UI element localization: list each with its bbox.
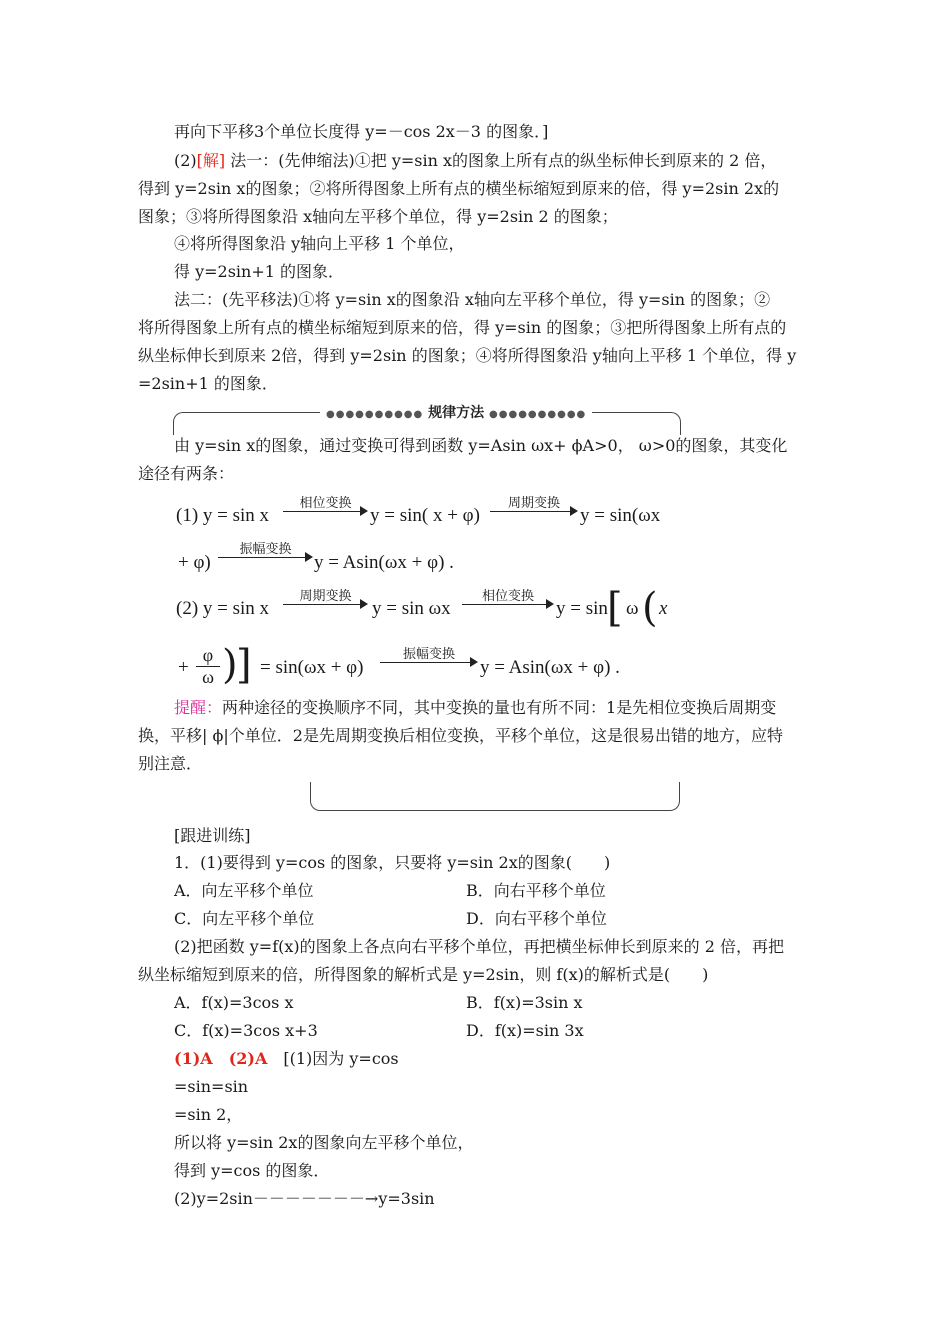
text-line: 法二：(先平移法)①将 y=sin x的图象沿 x轴向左平移个单位，得 y=sin 的图象；② bbox=[174, 290, 771, 309]
left-bracket: [ bbox=[607, 585, 623, 631]
text-line: 得到 y=2sin x的图象；②将所得图象上所有点的横坐标缩短到原来的倍，得 y=2sin 2x的 bbox=[138, 179, 780, 198]
formula-term: + φ) bbox=[178, 552, 211, 573]
formula-term: y = sin ωx bbox=[372, 598, 451, 619]
method-box-title: ●●●●●●●●●● 规律方法 ●●●●●●●●●● bbox=[320, 402, 592, 422]
method-box-bottom-border bbox=[310, 782, 680, 811]
text-line: =sin 2， bbox=[174, 1105, 243, 1124]
option-a: A．f(x)=3cos x bbox=[174, 993, 294, 1012]
right-paren: ) bbox=[222, 642, 238, 688]
formula-term: y = Asin(ωx + φ) . bbox=[480, 657, 620, 678]
text-line: ④将所得图象沿 y轴向上平移 1 个单位， bbox=[174, 234, 465, 253]
text-line: 图象；③将所得图象沿 x轴向左平移个单位，得 y=2sin 2 的图象； bbox=[138, 207, 618, 226]
text-line: 得到 y=cos 的图象． bbox=[174, 1161, 330, 1180]
arrow-head-icon bbox=[546, 599, 554, 609]
text-line: 换，平移| ϕ|个单位．2是先周期变换后相位变换，平移个单位，这是很易出错的地方，应特 bbox=[138, 726, 783, 745]
right-bracket: ] bbox=[236, 642, 252, 688]
formula-term: (2) y = sin x bbox=[176, 598, 270, 619]
formula-term: y = sin(ωx bbox=[580, 505, 661, 526]
part-label: (2) bbox=[174, 151, 197, 170]
arrow-head-icon bbox=[305, 552, 313, 562]
option-d: D．向右平移个单位 bbox=[466, 909, 607, 928]
fraction: $\frac{\varphi}{\omega}$ bbox=[196, 645, 220, 688]
text-line: 别注意． bbox=[138, 754, 203, 773]
question-line: 纵坐标缩短到原来的倍，所得图象的解析式是 y=2sin，则 f(x)的解析式是( ) bbox=[138, 965, 709, 984]
formula-term: + bbox=[178, 657, 189, 678]
option-c: C．f(x)=3cos x+3 bbox=[174, 1021, 318, 1040]
text-line: 途径有两条： bbox=[138, 464, 235, 483]
question-line: 1．(1)要得到 y=cos 的图象，只要将 y=sin 2x的图象( ) bbox=[174, 853, 611, 872]
transform-arrow: 周期变换 bbox=[490, 492, 578, 522]
option-c: C．向左平移个单位 bbox=[174, 909, 315, 928]
arrow-head-icon bbox=[470, 657, 478, 667]
transform-arrow: 相位变换 bbox=[462, 585, 554, 615]
answer-key: (1)A (2)A bbox=[174, 1049, 268, 1068]
text-line bbox=[174, 151, 776, 173]
text-line: =sin=sin bbox=[174, 1077, 249, 1096]
tip-label: 提醒： bbox=[174, 698, 223, 717]
formula-term: y = sin( x + φ) bbox=[370, 505, 480, 526]
text-line: (2)y=2sin－－－－－－－→y=3sin bbox=[174, 1189, 435, 1208]
arrow-head-icon bbox=[360, 506, 368, 516]
transform-arrow: 相位变换 bbox=[283, 492, 368, 522]
text-span: 法一：(先伸缩法)①把 y=sin x的图象上所有点的纵坐标伸长到原来的 2 倍， bbox=[225, 151, 777, 170]
answer-line: (1)A (2)A [(1)因为 y=cos bbox=[174, 1049, 399, 1068]
text-line: 再向下平移3个单位长度得 y=－cos 2x－3 的图象．] bbox=[174, 122, 549, 141]
solution-tag: [解] bbox=[196, 151, 226, 170]
formula-term: y = sin bbox=[556, 598, 608, 619]
text-line: 所以将 y=sin 2x的图象向左平移个单位， bbox=[174, 1133, 474, 1152]
formula-term: ω bbox=[626, 598, 639, 619]
transform-arrow: 周期变换 bbox=[283, 585, 368, 615]
option-b: B．向右平移个单位 bbox=[466, 881, 606, 900]
formula-term: y = Asin(ωx + φ) . bbox=[314, 552, 454, 573]
formula-term: = sin(ωx + φ) bbox=[260, 657, 364, 678]
text-line: 得 y=2sin+1 的图象． bbox=[174, 262, 345, 281]
text-line: 将所得图象上所有点的横坐标缩短到原来的倍，得 y=sin 的图象；③把所得图象上所有点的 bbox=[138, 318, 787, 337]
option-a: A．向左平移个单位 bbox=[174, 881, 314, 900]
section-header: [跟进训练] bbox=[174, 826, 251, 845]
left-paren: ( bbox=[642, 585, 658, 631]
option-d: D．f(x)=sin 3x bbox=[466, 1021, 584, 1040]
decorative-dots-icon: ●●●●●●●●●● bbox=[326, 409, 424, 420]
tip-line: 提醒：两种途径的变换顺序不同，其中变换的量也有所不同：1是先相位变换后周期变 bbox=[174, 698, 777, 717]
text-line: 由 y=sin x的图象，通过变换可得到函数 y=Asin ωx+ ϕA>0， ω>0的图象，其变化 bbox=[174, 436, 788, 455]
formula-term: x bbox=[659, 598, 668, 619]
text-line: 纵坐标伸长到原来 2倍，得到 y=2sin 的图象；④将所得图象沿 y轴向上平移 1 个单位，得 y bbox=[138, 346, 797, 365]
text-line: =2sin+1 的图象． bbox=[138, 374, 278, 393]
arrow-head-icon bbox=[570, 506, 578, 516]
decorative-dots-icon: ●●●●●●●●●● bbox=[489, 409, 587, 420]
transform-arrow: 振幅变换 bbox=[218, 538, 313, 568]
option-b: B．f(x)=3sin x bbox=[466, 993, 583, 1012]
question-line: (2)把函数 y=f(x)的图象上各点向右平移个单位，再把横坐标伸长到原来的 2 倍，再把 bbox=[174, 937, 784, 956]
arrow-head-icon bbox=[360, 599, 368, 609]
transform-arrow: 振幅变换 bbox=[380, 643, 478, 673]
formula-term: (1) y = sin x bbox=[176, 505, 270, 526]
